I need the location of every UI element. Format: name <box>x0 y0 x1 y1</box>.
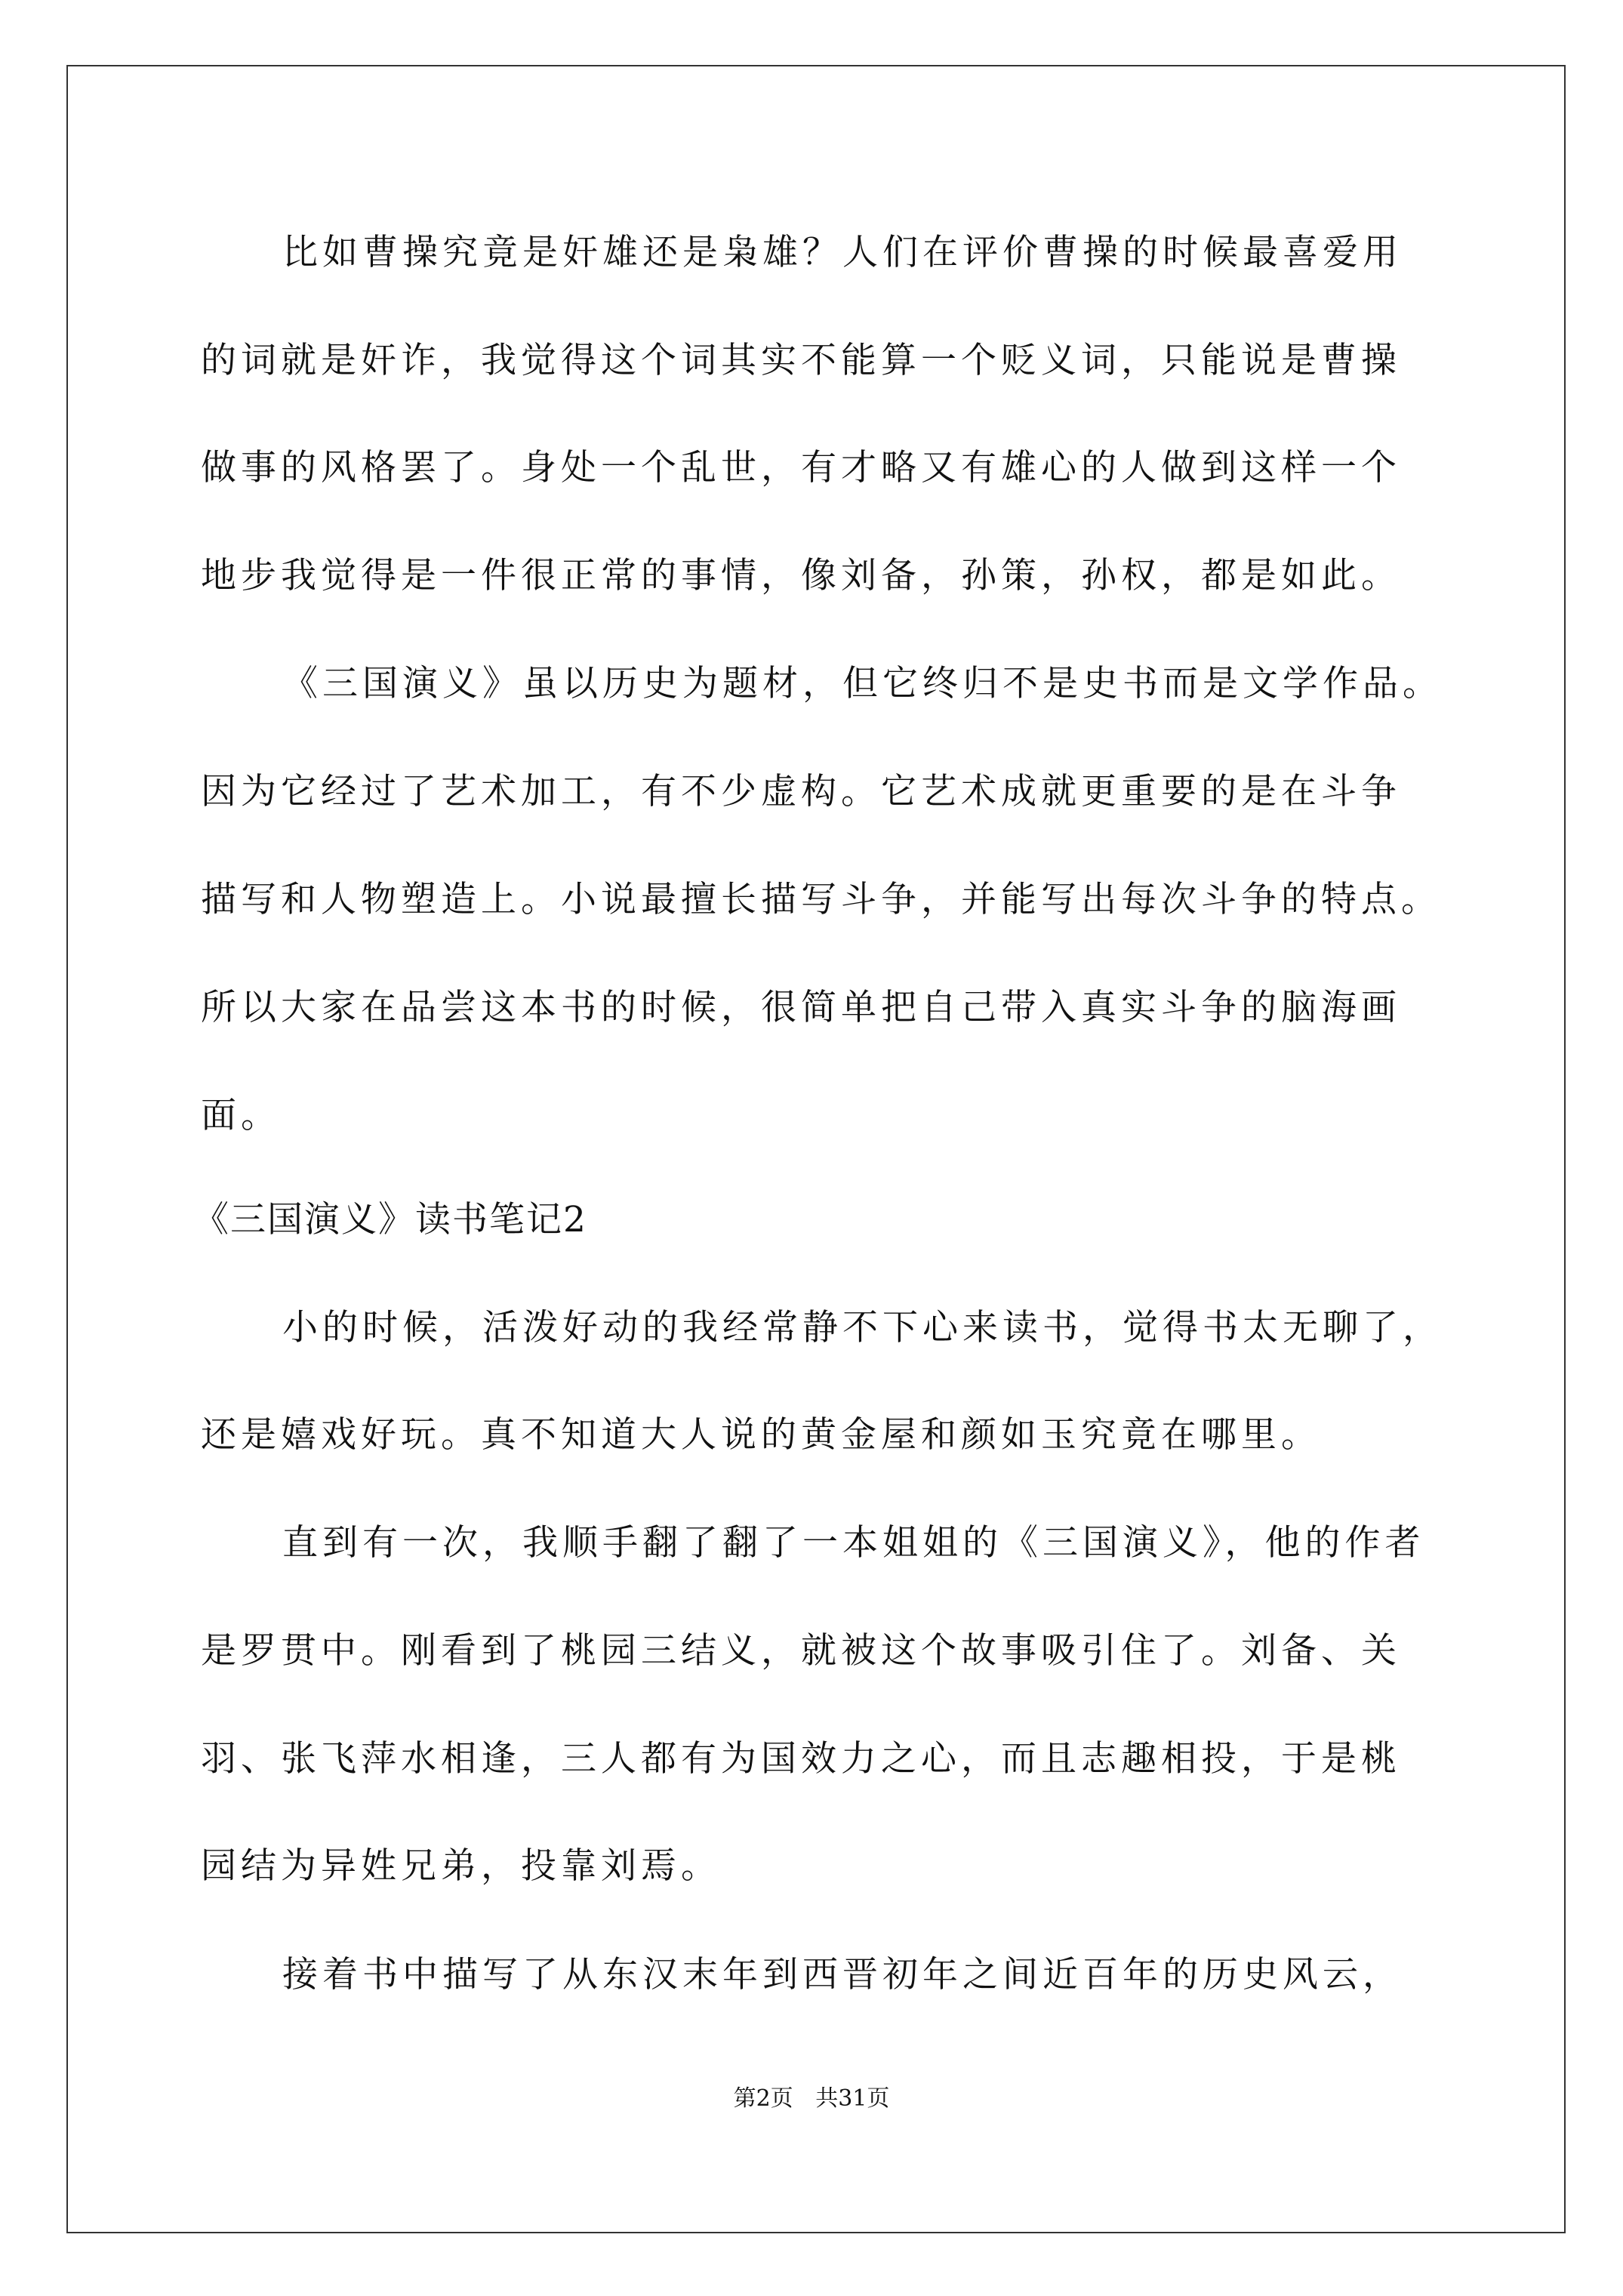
paragraph-line: 做事的风格罢了。身处一个乱世，有才略又有雄心的人做到这样一个 <box>201 447 1401 488</box>
section-heading: 《三国演义》读书笔记2 <box>193 1199 587 1240</box>
paragraph-line: 因为它经过了艺术加工，有不少虚构。它艺术成就更重要的是在斗争 <box>201 771 1401 812</box>
paragraph-line: 《三国演义》虽以历史为题材，但它终归不是史书而是文学作品。 <box>282 663 1443 704</box>
paragraph-line: 羽、张飞萍水相逢，三人都有为国效力之心，而且志趣相投，于是桃 <box>201 1738 1401 1780</box>
page-number: 第2页 <box>733 2085 793 2112</box>
paragraph-line: 的词就是奸诈，我觉得这个词其实不能算一个贬义词，只能说是曹操 <box>201 340 1401 381</box>
paragraph-line: 园结为异姓兄弟，投靠刘焉。 <box>201 1845 721 1887</box>
paragraph-line: 是罗贯中。刚看到了桃园三结义，就被这个故事吸引住了。刘备、关 <box>201 1630 1401 1672</box>
page-total: 共31页 <box>815 2085 890 2112</box>
paragraph-line: 小的时候，活泼好动的我经常静不下心来读书，觉得书太无聊了， <box>282 1307 1443 1348</box>
paragraph-line: 地步我觉得是一件很正常的事情，像刘备，孙策，孙权，都是如此。 <box>201 555 1401 596</box>
paragraph-line: 直到有一次，我顺手翻了翻了一本姐姐的《三国演义》，他的作者 <box>282 1522 1425 1564</box>
paragraph-line: 描写和人物塑造上。小说最擅长描写斗争，并能写出每次斗争的特点。 <box>201 879 1441 920</box>
paragraph-line: 面。 <box>201 1095 281 1136</box>
paragraph-line: 接着书中描写了从东汉末年到西晋初年之间近百年的历史风云， <box>282 1954 1403 1996</box>
page-footer <box>0 2084 1623 2114</box>
paragraph-line: 还是嬉戏好玩。真不知道大人说的黄金屋和颜如玉究竟在哪里。 <box>201 1414 1321 1456</box>
paragraph-line: 所以大家在品尝这本书的时候，很简单把自己带入真实斗争的脑海画 <box>201 987 1401 1028</box>
page-border <box>66 65 1566 2233</box>
paragraph-line: 比如曹操究竟是奸雄还是枭雄？人们在评价曹操的时候最喜爱用 <box>282 232 1403 273</box>
